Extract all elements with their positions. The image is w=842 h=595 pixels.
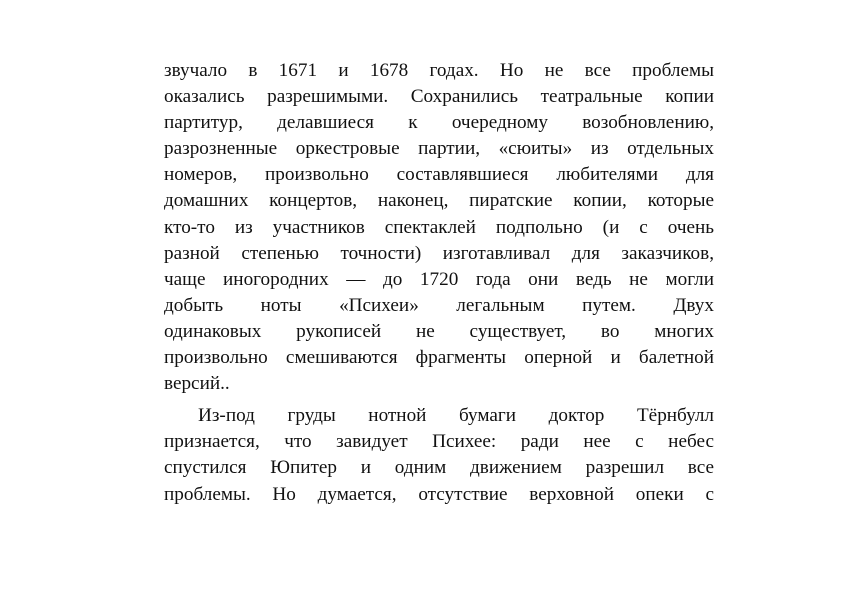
text-line: Из-под груды нотной бумаги доктор Тёрнбулл [198,405,714,427]
body-text [164,58,714,508]
text-line: номеров, произвольно составлявшиеся любителями для [164,164,714,186]
text-line: разной степенью точности) изготавливал для заказчиков, [164,242,714,264]
text-line: кто-то из участников спектаклей подпольно (и с очень [164,216,714,238]
text-line: чаще иногородних — до 1720 года они ведь не могли [164,268,714,290]
text-line: добыть ноты «Психеи» легальным путем. Двух [164,294,714,316]
text-line: признается, что завидует Психее: ради нее с небес [164,431,714,453]
text-line: разрозненные оркестровые партии, «сюиты» из отдельных [164,138,714,160]
text-line: звучало в 1671 и 1678 годах. Но не все проблемы [164,60,714,81]
text-line: партитур, делавшиеся к очередному возобновлению, [164,112,714,134]
text-line: оказались разрешимыми. Сохранились театральные копии [164,86,714,108]
text-line: одинаковых рукописей не существует, во многих [164,320,714,342]
text-line: версий.. [164,373,230,395]
text-line: спустился Юпитер и одним движением разрешил все [164,457,714,479]
text-line: проблемы. Но думается, отсутствие верховной опеки с [164,483,714,505]
text-line: произвольно смешиваются фрагменты оперной и балетной [164,347,714,369]
paragraph-2 [164,403,714,507]
text-line: домашних концертов, наконец, пиратские копии, которые [164,190,714,212]
paragraph-1 [164,58,714,397]
